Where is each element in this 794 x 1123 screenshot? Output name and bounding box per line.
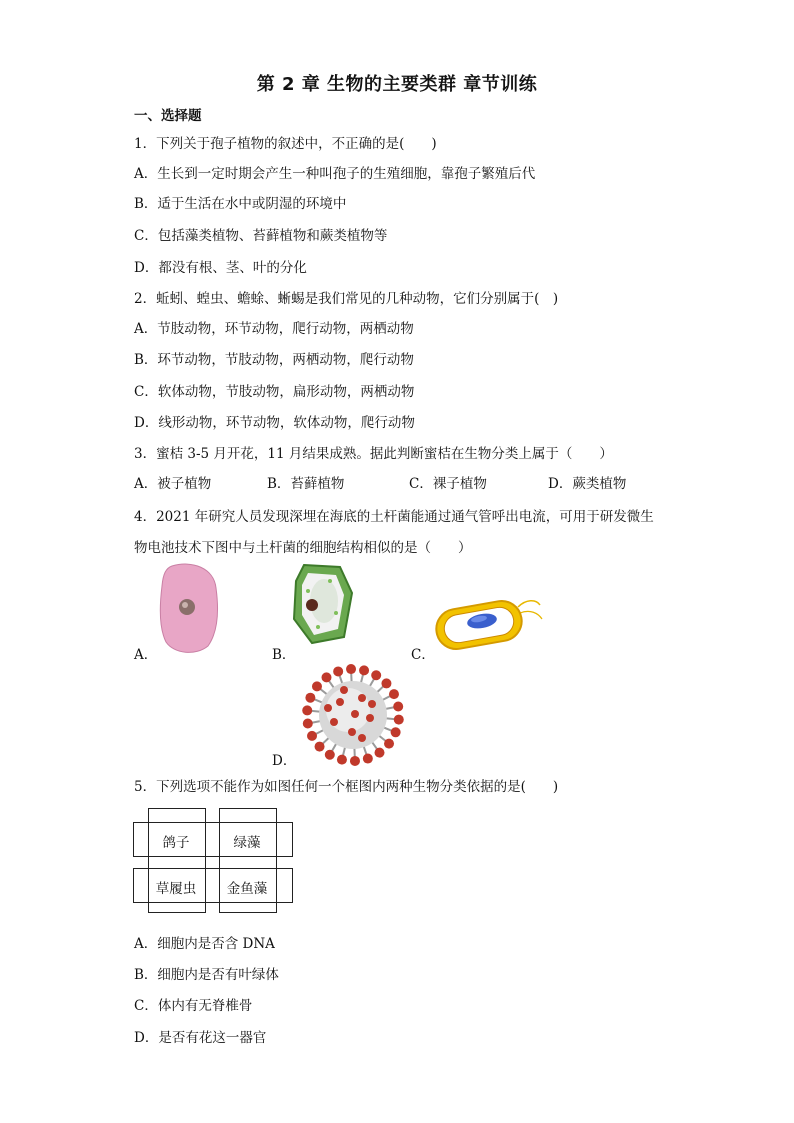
grid-cell-green-algae: 绿藻 [233,835,261,851]
question-2-option-c[interactable]: C．软体动物，节肢动物，扁形动物，两栖动物 [134,384,415,400]
question-2-stem: 2．蚯蚓、蝗虫、蟾蜍、蜥蜴是我们常见的几种动物，它们分别属于( ) [134,291,559,307]
question-1-option-c[interactable]: C．包括藻类植物、苔藓植物和蕨类植物等 [134,228,388,244]
grid-cell-paramecium: 草履虫 [155,881,197,897]
section-heading: 一、选择题 [134,108,202,124]
question-4-option-c[interactable]: C． [411,647,435,663]
question-5-option-b[interactable]: B．细胞内是否有叶绿体 [134,967,279,983]
question-4-stem-line1: 4．2021 年研究人员发现深埋在海底的土杆菌能通过通气管呼出电流，可用于研发微生 [134,509,654,525]
question-1-option-a[interactable]: A．生长到一定时期会产生一种叫孢子的生殖细胞，靠孢子繁殖后代 [134,166,536,182]
question-5-option-d[interactable]: D．是否有花这一器官 [134,1030,267,1046]
question-4-option-d[interactable]: D． [272,753,297,769]
grid-cell-hornwort: 金鱼藻 [226,881,268,897]
question-5-option-a[interactable]: A．细胞内是否含 DNA [134,936,275,952]
question-1-option-d[interactable]: D．都没有根、茎、叶的分化 [134,260,307,276]
page-title: 第 2 章 生物的主要类群 章节训练 [256,74,538,95]
question-4-stem-line2: 物电池技术下图中与土杆菌的细胞结构相似的是（ ） [134,540,472,556]
question-5-option-c[interactable]: C．体内有无脊椎骨 [134,998,253,1014]
bacterium-image [432,597,544,657]
question-3-option-d[interactable]: D．蕨类植物 [548,476,627,492]
animal-cell-image [158,562,220,654]
question-3-option-b[interactable]: B．苔藓植物 [267,476,345,492]
question-3-stem: 3．蜜桔 3-5 月开花，11 月结果成熟。据此判断蜜桔在生物分类上属于（ ） [134,446,613,462]
question-3-option-a[interactable]: A．被子植物 [134,476,212,492]
question-1-option-b[interactable]: B．适于生活在水中或阴湿的环境中 [134,196,347,212]
grid-cell-pigeon: 鸽子 [162,835,190,851]
question-1-stem: 1．下列关于孢子植物的叙述中，不正确的是( ) [134,136,437,152]
virus-image [300,662,406,768]
question-3-option-c[interactable]: C．裸子植物 [409,476,487,492]
question-2-option-d[interactable]: D．线形动物，环节动物，软体动物，爬行动物 [134,415,415,431]
question-4-option-a[interactable]: A． [134,647,158,663]
question-5-stem: 5．下列选项不能作为如图任何一个框图内两种生物分类依据的是( ) [134,779,559,795]
question-2-option-b[interactable]: B．环节动物，节肢动物，两栖动物，爬行动物 [134,352,414,368]
question-4-option-b[interactable]: B． [272,647,296,663]
question-2-option-a[interactable]: A．节肢动物，环节动物，爬行动物，两栖动物 [134,321,414,337]
plant-cell-image [290,563,358,645]
